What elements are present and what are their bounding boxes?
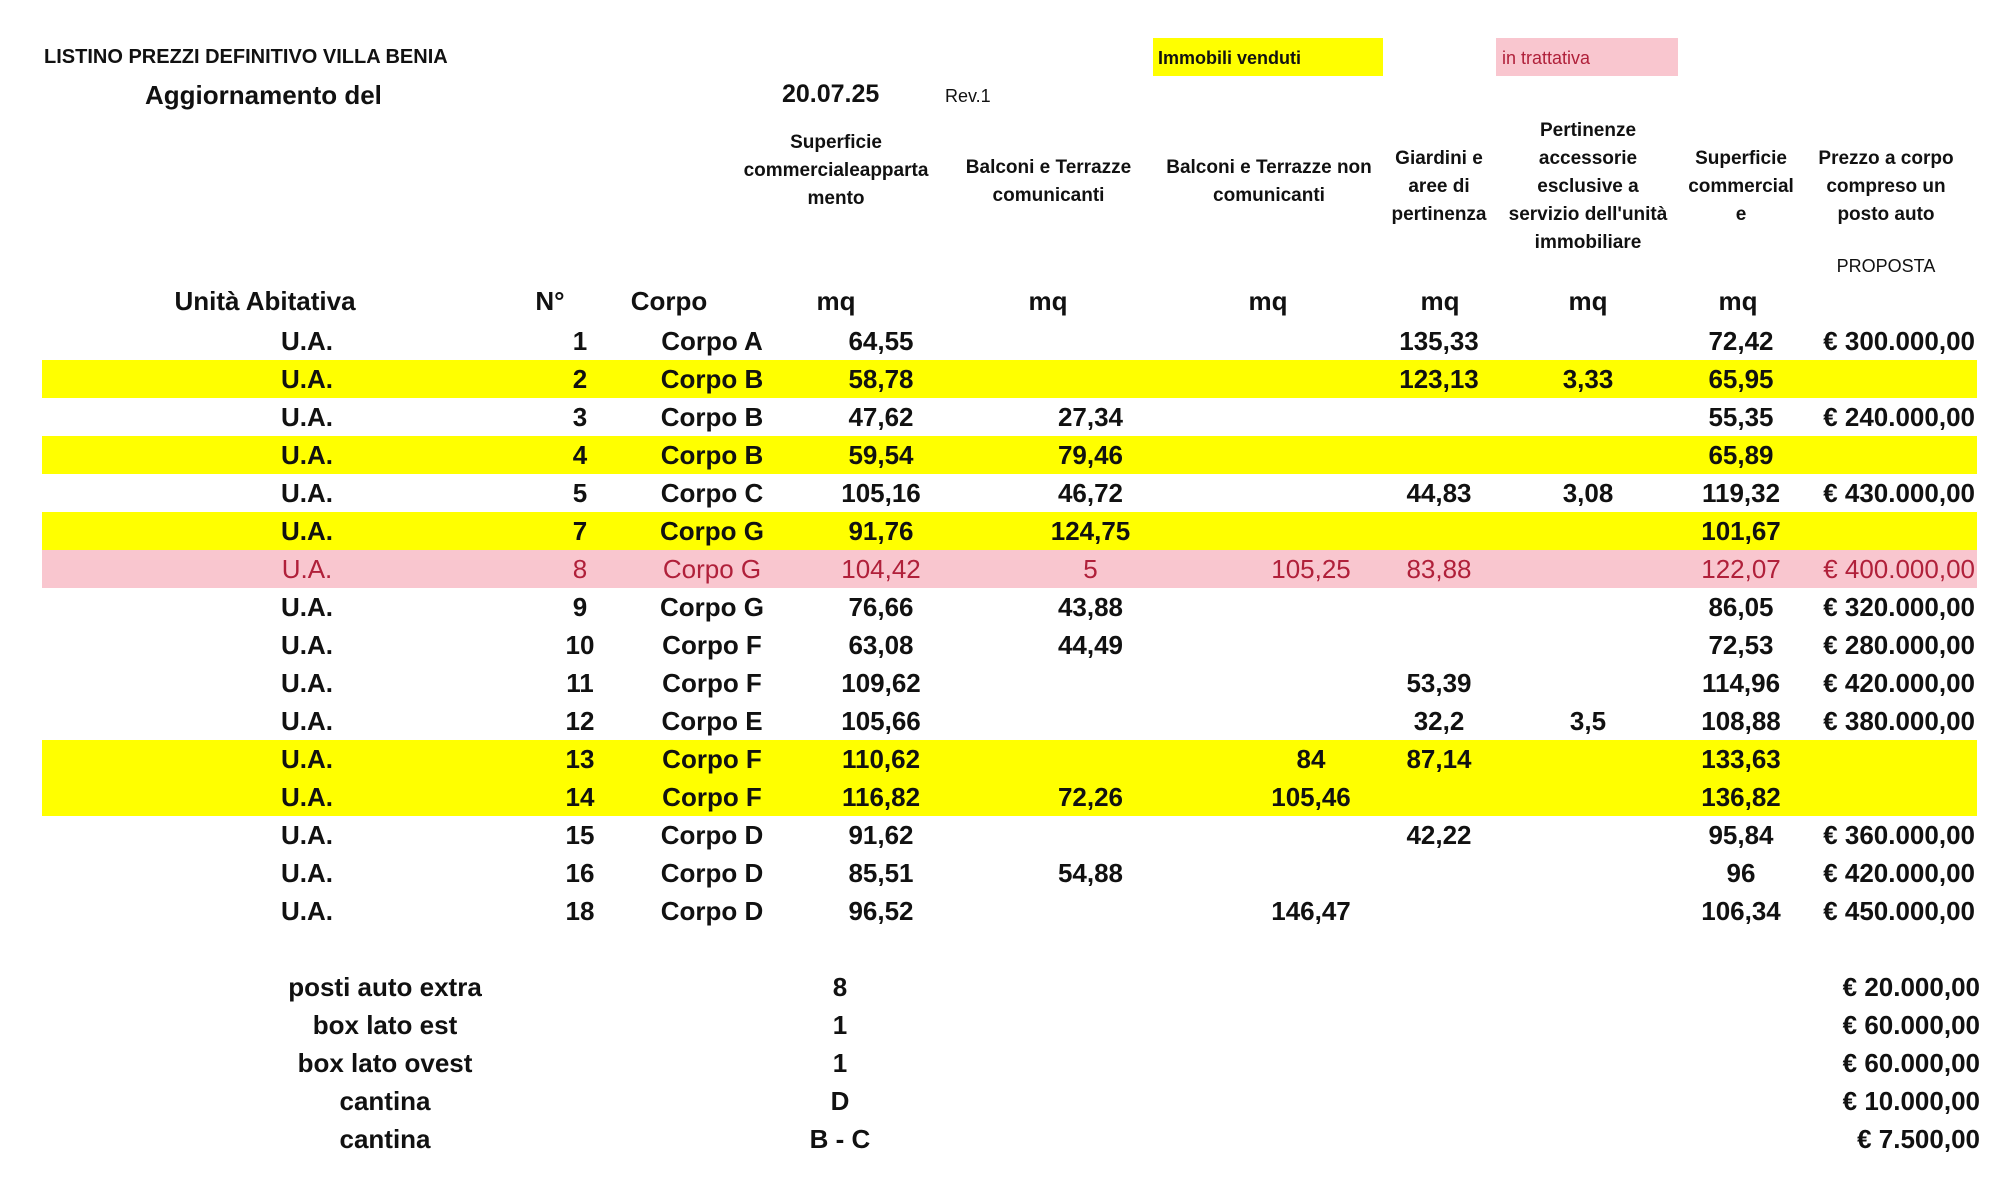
cell-n: 2 xyxy=(572,364,588,394)
extra-price: € 10.000,00 xyxy=(1842,1086,1980,1116)
cell-n: 18 xyxy=(565,896,595,926)
cell-ua: U.A. xyxy=(281,516,333,546)
cell-bal-com: 124,75 xyxy=(1050,516,1131,546)
extra-price: € 20.000,00 xyxy=(1842,972,1980,1002)
table-row xyxy=(42,550,1977,588)
cell-bal-non: 105,46 xyxy=(1271,782,1351,812)
cell-bal-com xyxy=(998,360,1183,398)
cell-corpo: Corpo F xyxy=(662,782,762,812)
cell-bal-com xyxy=(998,740,1183,778)
cell-bal-non: 146,47 xyxy=(1271,896,1351,926)
legend-sold: Immobili venduti xyxy=(1153,38,1383,76)
cell-bal-com: 43,88 xyxy=(1057,592,1124,622)
cell-corpo: Corpo G xyxy=(662,554,762,584)
cell-n: 10 xyxy=(565,630,595,660)
cell-giardini: 135,33 xyxy=(1399,326,1479,356)
col-superficie-commerciale: Superficie commercial e xyxy=(1688,148,1794,225)
col-pertinenze: Pertinenze accessorie esclusive a servizio dell'unità immobiliare xyxy=(1508,120,1668,253)
cell-pert xyxy=(1502,778,1674,816)
cell-giardini: 53,39 xyxy=(1406,668,1472,698)
table-row xyxy=(42,588,1977,626)
cell-corpo: Corpo F xyxy=(662,630,762,660)
cell-pert: 3,33 xyxy=(1562,364,1614,394)
extra-quantity: D xyxy=(830,1086,850,1116)
table-row xyxy=(42,474,1977,512)
cell-bal-com xyxy=(998,322,1183,360)
cell-pert xyxy=(1502,550,1674,588)
cell-ua: U.A. xyxy=(281,554,333,584)
revision-label: Rev.1 xyxy=(945,86,991,106)
cell-corpo: Corpo B xyxy=(660,402,764,432)
cell-corpo: Corpo C xyxy=(660,478,764,508)
proposta-label: PROPOSTA xyxy=(1836,256,1936,276)
cell-bal-non: 105,25 xyxy=(1271,554,1351,584)
cell-bal-com xyxy=(998,702,1183,740)
cell-giardini xyxy=(1384,892,1494,930)
cell-ua: U.A. xyxy=(281,364,333,394)
cell-sup-comm: 65,89 xyxy=(1708,440,1774,470)
cell-corpo: Corpo F xyxy=(662,668,762,698)
cell-sup-comm: 65,95 xyxy=(1708,364,1774,394)
cell-n: 8 xyxy=(572,554,588,584)
cell-giardini: 123,13 xyxy=(1399,364,1479,394)
cell-corpo: Corpo B xyxy=(660,440,764,470)
cell-pert xyxy=(1502,398,1674,436)
cell-ua: U.A. xyxy=(281,858,333,888)
table-row xyxy=(42,778,1977,816)
cell-sup: 91,62 xyxy=(848,820,914,850)
cell-pert: 3,08 xyxy=(1562,478,1614,508)
cell-pert xyxy=(1502,854,1674,892)
table-row xyxy=(42,626,1977,664)
cell-prezzo: € 450.000,00 xyxy=(1823,896,1975,926)
cell-giardini xyxy=(1384,778,1494,816)
cell-n: 9 xyxy=(572,592,588,622)
table-row xyxy=(42,512,1977,550)
col-prezzo: Prezzo a corpo compreso un posto auto xyxy=(1818,148,1954,225)
cell-ua: U.A. xyxy=(281,896,333,926)
cell-pert xyxy=(1502,588,1674,626)
cell-bal-com: 54,88 xyxy=(1057,858,1124,888)
mq-header: mq xyxy=(1420,286,1460,316)
table-row xyxy=(42,816,1977,854)
cell-giardini: 42,22 xyxy=(1406,820,1472,850)
cell-giardini xyxy=(1384,512,1494,550)
cell-bal-non: 84 xyxy=(1296,744,1326,774)
cell-giardini xyxy=(1384,436,1494,474)
cell-ua: U.A. xyxy=(281,478,333,508)
cell-ua: U.A. xyxy=(281,440,333,470)
cell-pert xyxy=(1502,664,1674,702)
cell-prezzo xyxy=(1782,512,1975,550)
cell-n: 11 xyxy=(566,668,594,698)
extra-label: cantina xyxy=(339,1124,431,1154)
cell-n: 4 xyxy=(572,440,588,470)
cell-bal-com: 46,72 xyxy=(1057,478,1124,508)
extra-quantity: 1 xyxy=(832,1048,848,1078)
cell-prezzo: € 430.000,00 xyxy=(1823,478,1975,508)
cell-sup: 47,62 xyxy=(848,402,914,432)
cell-prezzo xyxy=(1782,360,1975,398)
cell-giardini: 32,2 xyxy=(1413,706,1465,736)
cell-prezzo xyxy=(1782,778,1975,816)
cell-prezzo xyxy=(1782,740,1975,778)
col-balconi-non-comunicanti: Balconi e Terrazze non comunicanti xyxy=(1166,157,1372,206)
cell-n: 7 xyxy=(572,516,588,546)
cell-corpo: Corpo A xyxy=(661,326,763,356)
cell-prezzo: € 240.000,00 xyxy=(1823,402,1975,432)
cell-pert: 3,5 xyxy=(1569,706,1607,736)
mq-header: mq xyxy=(1248,286,1288,316)
cell-prezzo: € 380.000,00 xyxy=(1823,706,1975,736)
extra-quantity: 1 xyxy=(832,1010,848,1040)
cell-n: 12 xyxy=(565,706,595,736)
cell-prezzo: € 400.000,00 xyxy=(1823,554,1975,584)
table-row xyxy=(42,892,1977,930)
cell-n: 3 xyxy=(572,402,588,432)
numero-header: N° xyxy=(535,286,565,316)
cell-ua: U.A. xyxy=(281,402,333,432)
cell-giardini: 83,88 xyxy=(1406,554,1472,584)
cell-giardini: 44,83 xyxy=(1406,478,1472,508)
extra-price: € 60.000,00 xyxy=(1842,1010,1980,1040)
cell-ua: U.A. xyxy=(281,326,333,356)
cell-n: 16 xyxy=(565,858,595,888)
extra-label: cantina xyxy=(339,1086,431,1116)
cell-sup: 96,52 xyxy=(848,896,914,926)
cell-corpo: Corpo E xyxy=(661,706,763,736)
cell-sup: 105,66 xyxy=(841,706,921,736)
update-date: 20.07.25 xyxy=(782,80,880,108)
cell-sup: 116,82 xyxy=(841,782,921,812)
cell-sup: 85,51 xyxy=(848,858,914,888)
cell-corpo: Corpo B xyxy=(660,364,764,394)
cell-ua: U.A. xyxy=(281,592,333,622)
cell-corpo: Corpo D xyxy=(660,896,764,926)
legend-negotiation: in trattativa xyxy=(1496,38,1678,76)
cell-n: 15 xyxy=(565,820,595,850)
cell-sup-comm: 86,05 xyxy=(1708,592,1774,622)
extra-quantity: 8 xyxy=(832,972,848,1002)
extra-label: posti auto extra xyxy=(288,972,482,1002)
cell-sup-comm: 108,88 xyxy=(1701,706,1781,736)
cell-pert xyxy=(1502,322,1674,360)
cell-n: 13 xyxy=(565,744,595,774)
cell-pert xyxy=(1502,816,1674,854)
cell-sup-comm: 136,82 xyxy=(1701,782,1781,812)
mq-header: mq xyxy=(1718,286,1758,316)
cell-bal-com: 79,46 xyxy=(1057,440,1124,470)
cell-sup: 59,54 xyxy=(848,440,914,470)
cell-prezzo: € 300.000,00 xyxy=(1823,326,1975,356)
cell-prezzo: € 320.000,00 xyxy=(1823,592,1975,622)
cell-corpo: Corpo G xyxy=(660,516,764,546)
cell-bal-com xyxy=(998,816,1183,854)
cell-sup: 110,62 xyxy=(841,744,921,774)
table-row xyxy=(42,664,1977,702)
cell-sup-comm: 55,35 xyxy=(1708,402,1774,432)
cell-sup: 63,08 xyxy=(848,630,914,660)
cell-n: 1 xyxy=(572,326,588,356)
cell-sup: 105,16 xyxy=(841,478,921,508)
table-row xyxy=(42,854,1977,892)
cell-sup: 64,55 xyxy=(848,326,914,356)
cell-sup-comm: 72,42 xyxy=(1708,326,1774,356)
cell-prezzo xyxy=(1782,436,1975,474)
col-giardini: Giardini e aree di pertinenza xyxy=(1391,148,1487,225)
cell-ua: U.A. xyxy=(281,744,333,774)
cell-prezzo: € 420.000,00 xyxy=(1823,668,1975,698)
cell-ua: U.A. xyxy=(281,668,333,698)
cell-sup-comm: 119,32 xyxy=(1701,478,1781,508)
cell-n: 5 xyxy=(572,478,588,508)
cell-bal-com xyxy=(998,892,1183,930)
cell-n: 14 xyxy=(565,782,595,812)
mq-header: mq xyxy=(1568,286,1608,316)
cell-sup-comm: 101,67 xyxy=(1701,516,1781,546)
cell-giardini xyxy=(1384,588,1494,626)
cell-pert xyxy=(1502,892,1674,930)
cell-pert xyxy=(1502,626,1674,664)
cell-sup: 91,76 xyxy=(848,516,914,546)
table-row xyxy=(42,740,1977,778)
cell-ua: U.A. xyxy=(281,706,333,736)
cell-sup-comm: 133,63 xyxy=(1701,744,1781,774)
cell-pert xyxy=(1502,740,1674,778)
cell-bal-com: 5 xyxy=(1083,554,1098,584)
col-balconi-comunicanti: Balconi e Terrazze comunicanti xyxy=(965,157,1132,206)
cell-sup: 76,66 xyxy=(848,592,914,622)
mq-header: mq xyxy=(1028,286,1068,316)
col-superficie-commerciale-appartamento: Superficie commercialeapparta mento xyxy=(743,132,929,209)
extra-quantity: B - C xyxy=(809,1124,871,1154)
cell-pert xyxy=(1502,512,1674,550)
extra-price: € 60.000,00 xyxy=(1842,1048,1980,1078)
table-row xyxy=(42,702,1977,740)
table-row xyxy=(42,322,1977,360)
cell-ua: U.A. xyxy=(281,820,333,850)
cell-sup-comm: 96 xyxy=(1726,858,1756,888)
cell-bal-com: 27,34 xyxy=(1057,402,1124,432)
cell-corpo: Corpo D xyxy=(660,858,764,888)
cell-giardini xyxy=(1384,854,1494,892)
cell-corpo: Corpo F xyxy=(662,744,762,774)
cell-sup-comm: 95,84 xyxy=(1708,820,1774,850)
extra-price: € 7.500,00 xyxy=(1857,1124,1980,1154)
document-title: LISTINO PREZZI DEFINITIVO VILLA BENIA xyxy=(44,46,448,68)
cell-corpo: Corpo G xyxy=(660,592,764,622)
unita-abitativa-header: Unità Abitativa xyxy=(174,286,356,316)
cell-prezzo: € 360.000,00 xyxy=(1823,820,1975,850)
cell-giardini: 87,14 xyxy=(1406,744,1472,774)
cell-giardini xyxy=(1384,398,1494,436)
extra-label: box lato est xyxy=(312,1010,458,1040)
cell-prezzo: € 280.000,00 xyxy=(1823,630,1975,660)
cell-giardini xyxy=(1384,626,1494,664)
cell-pert xyxy=(1502,436,1674,474)
cell-ua: U.A. xyxy=(281,782,333,812)
corpo-header: Corpo xyxy=(630,286,708,316)
table-row xyxy=(42,398,1977,436)
cell-corpo: Corpo D xyxy=(660,820,764,850)
cell-sup-comm: 106,34 xyxy=(1701,896,1781,926)
cell-prezzo: € 420.000,00 xyxy=(1823,858,1975,888)
cell-sup: 58,78 xyxy=(848,364,914,394)
cell-sup-comm: 72,53 xyxy=(1708,630,1774,660)
cell-sup-comm: 114,96 xyxy=(1701,668,1781,698)
cell-bal-com: 72,26 xyxy=(1057,782,1124,812)
cell-sup: 109,62 xyxy=(841,668,921,698)
extra-label: box lato ovest xyxy=(297,1048,473,1078)
table-row xyxy=(42,360,1977,398)
update-label: Aggiornamento del xyxy=(145,80,382,110)
cell-bal-com xyxy=(998,664,1183,702)
cell-sup: 104,42 xyxy=(841,554,921,584)
cell-bal-com: 44,49 xyxy=(1057,630,1124,660)
mq-header: mq xyxy=(816,286,856,316)
table-row xyxy=(42,436,1977,474)
cell-sup-comm: 122,07 xyxy=(1701,554,1781,584)
cell-ua: U.A. xyxy=(281,630,333,660)
